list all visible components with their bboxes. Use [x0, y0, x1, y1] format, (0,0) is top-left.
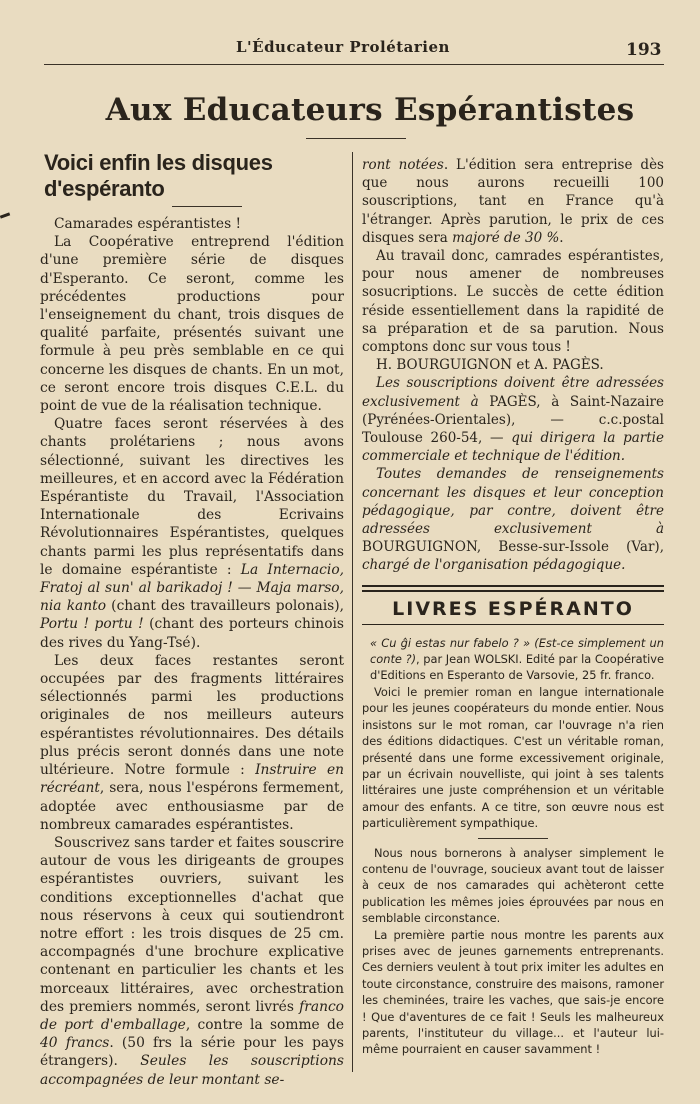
left-paragraph-5 — [40, 834, 344, 1089]
book-details: , par Jean WOLSKI. Edité par la Coopérative d'Editions en Esperanto de Varsovie, 25 fr. franco. — [370, 652, 665, 683]
journal-title: L'Éducateur Prolétarien — [236, 38, 450, 56]
p5-franco: franco de port d'emballage — [40, 998, 344, 1033]
left-paragraph-1: Camarades espérantistes ! — [54, 216, 242, 232]
left-title-rule — [172, 206, 242, 207]
main-title-rule — [306, 138, 406, 139]
header-rule — [44, 64, 664, 65]
r1-markup: majoré de 30 % — [452, 229, 560, 246]
p5-price: 40 francs — [40, 1035, 110, 1052]
livres-paragraph-3: La première partie nous montre les parents aux prises avec de jeunes garnements entreprenants. Ces derniers veulent à tout prix imiter les adultes en toute circonstance, construire des maisons, ramoner les cheminées, traire les vaches, que sais-je encore ! Que d'aventures de ce fait ! Seuls les malheureux parents, l'instituteur du village... et l'auteur lui-même pourraient en causer savamment ! — [362, 927, 664, 1057]
p4-text-a: Les deux faces restantes seront occupées par des fragments littéraires sélectionnés parmi les productions originales de nos meilleurs auteurs espérantistes révolutionnaires. Des détails plus précis seront donnés dans une note ultérieure. Notre formule : — [40, 652, 344, 779]
livres-paragraph-2: Nous nous bornerons à analyser simplement le contenu de l'ouvrage, soucieux avant tout de laisser à ceux de nos camarades qui achèteront cette publication les mêmes joies éprouvées par nous en semblable circonstance. — [362, 845, 664, 926]
p5-condition: Seules les souscriptions accompagnées de leur montant se- — [40, 1053, 344, 1088]
p4-motto: Instruire en récréant — [40, 762, 344, 797]
p4-text-c: , sera, nous l'espérons fermement, adoptée avec enthousiasme par de nombreux camarades espérantistes. — [40, 780, 344, 833]
signature: H. BOURGUIGNON et A. PAGÈS. — [376, 357, 604, 374]
right-paragraph-3 — [362, 374, 664, 465]
r3-text-c: , à Saint-Nazaire (Pyrénées-Orientales), — c.c.postal Toulouse 260-54, — — [362, 393, 664, 447]
left-article-title: Voici enfin les disques d'espéranto — [44, 150, 273, 201]
page-number: 193 — [626, 40, 662, 60]
r3-text-a: Les souscriptions doivent être adressées exclusivement à — [362, 375, 664, 410]
margin-mark — [0, 212, 10, 218]
r1-text-b: . L'édition sera entreprise dès que nous aurons recueilli 100 souscriptions, tant en France qu'à l'étranger. Après parution, le prix de ces disques sera — [362, 157, 664, 246]
p3-song-titles: La Internacio, Fratoj al sun' al barikadoj ! — Maja marso, nia kanto — [40, 561, 345, 615]
p5-text-e: . (50 frs la série pour les pays étrangers). — [40, 1035, 344, 1070]
r4-text-c: , Besse-sur-Issole (Var), — [476, 539, 664, 556]
column-divider — [352, 152, 353, 1072]
p3-song-portu: Portu ! portu ! — [40, 616, 144, 633]
main-title: Aux Educateurs Espérantistes — [105, 92, 635, 128]
right-paragraph-2: Au travail donc, camrades espérantistes, pour nous amener de nombreuses sosucriptions. Le succès de cette édition réside essentiellement dans la rapidité de sa préparation et de sa parution. Nous comptons donc sur vous tous ! — [362, 248, 664, 356]
livres-body — [362, 635, 664, 1058]
livres-mid-rule — [478, 838, 548, 839]
left-paragraph-4 — [40, 652, 344, 834]
livres-title: LIVRES ESPÉRANTO — [392, 597, 634, 620]
p3-text-e: (chant des porteurs chinois des rives du Yang-Tsé). — [40, 616, 344, 651]
r4-name: BOURGUIGNON — [362, 539, 477, 556]
p5-text-c: , contre la somme de — [185, 1016, 344, 1033]
right-paragraph-1 — [362, 156, 664, 247]
right-column — [362, 156, 664, 1058]
r1-text-a: ront notées — [362, 157, 444, 173]
livres-paragraph-1: Voici le premier roman en langue internationale pour les jeunes coopérateurs du monde entier. Nous insistons sur le mot roman, car l'ouvrage n'a rien des éditions didactiques. C'est un véritable roman, présenté dans une forme excessivement originale, par un écrivain nouvelliste, qui joint à ses talents littéraires une juste compréhension et un véritable amour des enfants. A ce titre, son œuvre nous est particulièrement sympathique. — [362, 684, 664, 831]
left-paragraph-2: La Coopérative entreprend l'édition d'une première série de disques d'Esperanto. Ce seront, comme les précédentes productions pour l'enseignement du chant, trois disques de qualité parfaite, présentés suivant une formule à peu près semblable en ce qui concerne les disques de chants. En un mot, ce seront encore trois disques C.E.L. du point de vue de la réalisation technique. — [40, 234, 344, 415]
left-column — [40, 150, 344, 1089]
r3-name: PAGÈS — [489, 393, 537, 410]
book-title: « Cu ĝi estas nur fabelo ? » (Est-ce simplement un conte ?) — [370, 635, 664, 667]
r3-text-d: qui dirigera la partie commerciale et technique de l'édition. — [362, 430, 664, 465]
p3-text-c: (chant des travailleurs polonais), — [106, 598, 344, 615]
r4-text-a: Toutes demandes de renseignements concernant les disques et leur conception pédagogique, par contre, doivent être adressées exclusivement à — [362, 466, 664, 538]
left-paragraph-3 — [40, 415, 344, 652]
r1-text-d: . — [559, 229, 564, 246]
p3-text-a: Quatre faces seront réservées à des chants prolétariens ; nous avons sélectionné, suivant les directives les meilleures, et en accord avec la Fédération Espérantiste du Travail, l'Association Internationale des Ecrivains Révolutionnaires Espérantistes, quelques chants parmi les plus représentatifs dans le domaine espérantiste : — [40, 416, 344, 578]
livres-bottom-rule — [362, 624, 664, 625]
r4-text-d: chargé de l'organisation pédagogique. — [362, 557, 626, 574]
livres-top-rule — [362, 585, 664, 592]
book-reference — [362, 635, 664, 684]
p5-text-a: Souscrivez sans tarder et faites souscrire autour de vous les dirigeants de groupes espérantistes ouvriers, suivant les conditions exceptionnelles d'achat que nous réservons à ceux qui soutiendront notre effort : les trois disques de 25 cm. accompagnés d'une brochure explicative contenant en particulier les chants et les morceaux littéraires, avec orchestration des premiers nommés, seront livrés — [40, 834, 344, 1015]
right-paragraph-4 — [362, 465, 664, 574]
